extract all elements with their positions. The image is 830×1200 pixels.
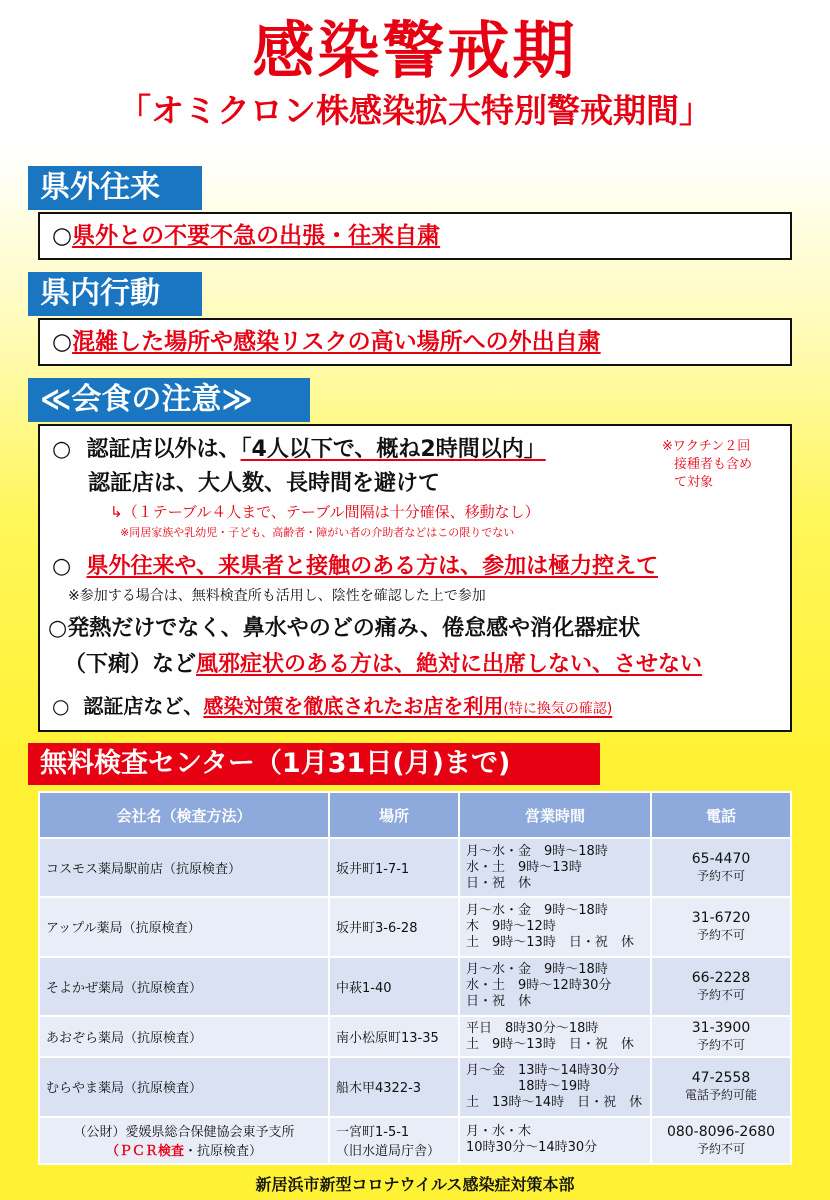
phone-number: 31-6720 xyxy=(691,910,751,927)
dining-box xyxy=(38,424,792,732)
side-note-3: て対象 xyxy=(674,475,714,490)
row-phone xyxy=(651,838,791,897)
dining-heading: ≪会食の注意≫ xyxy=(28,378,310,422)
row-phone xyxy=(651,957,791,1016)
travel-circle: ○ xyxy=(52,223,73,249)
table-row xyxy=(39,1057,791,1116)
item2-note: ※参加する場合は、無料検査所も活用し、陰性を確認した上で参加 xyxy=(68,588,486,604)
row-place: 中萩1-40 xyxy=(329,957,459,1016)
phone-number: 31-3900 xyxy=(691,1020,751,1037)
item1-text-b: 「4人以下で、概ね2時間以内」 xyxy=(240,437,546,462)
header-hours: 営業時間 xyxy=(459,792,651,838)
page-subtitle: 「オミクロン株感染拡大特別警戒期間」 xyxy=(118,91,712,130)
item1-circle: ○ xyxy=(52,437,72,462)
item3-text-a: （下痢）など xyxy=(64,652,197,677)
header-place: 場所 xyxy=(329,792,459,838)
row-hours: 月～水・金 9時～18時 木 9時～12時 土 9時～13時 日・祝 休 xyxy=(459,897,651,956)
row-place: 船木甲4322-3 xyxy=(329,1057,459,1116)
row-hours: 月・水・木 10時30分～14時30分 xyxy=(459,1117,651,1164)
reserve-status: 予約不可 xyxy=(696,1038,745,1053)
item1-text-a: 認証店以外は、 xyxy=(86,437,241,462)
row-hours: 月～水・金 9時～18時 水・土 9時～13時 日・祝 休 xyxy=(459,838,651,897)
dining-item4 xyxy=(52,690,612,725)
table-row xyxy=(39,897,791,956)
reserve-status: 予約不可 xyxy=(696,987,745,1002)
row-place: 一宮町1-5-1 （旧水道局庁舎） xyxy=(329,1117,459,1164)
row-hours: 平日 8時30分～18時 土 9時～13時 日・祝 休 xyxy=(459,1016,651,1057)
free-test-heading: 無料検査センター（1月31日(月)まで) xyxy=(28,743,600,785)
row-name: そよかぜ薬局（抗原検査） xyxy=(39,957,329,1016)
item4-text-c: (特に換気の確認) xyxy=(503,701,613,717)
reserve-status: 予約不可 xyxy=(696,928,745,943)
row-hours: 月～金 13時～14時30分 18時～19時 土 13時～14時 日・祝 休 xyxy=(459,1057,651,1116)
item2-text: 県外往来や、来県者と接触のある方は、参加は極力控えて xyxy=(86,554,659,579)
item4-text-b: 感染対策を徹底されたお店を利用 xyxy=(203,694,504,718)
dining-item3-line2 xyxy=(64,648,702,682)
dining-item1 xyxy=(52,434,546,466)
item4-circle: ○ xyxy=(52,694,70,718)
phone-number: 65-4470 xyxy=(691,851,751,868)
phone-number: 080-8096-2680 xyxy=(666,1123,776,1140)
phone-number: 47-2558 xyxy=(691,1070,751,1087)
row-place: 坂井町3-6-28 xyxy=(329,897,459,956)
reserve-status: 電話予約可能 xyxy=(684,1088,757,1103)
row-name-line2: （ＰＣＲ検査・抗原検査） xyxy=(105,1144,263,1160)
row-name-line1: （公財）愛媛県総合保健協会東予支所 xyxy=(73,1125,295,1141)
row-name: コスモス薬局駅前店（抗原検査） xyxy=(39,838,329,897)
item1-note: ※同居家族や乳幼児・子ども、高齢者・障がい者の介助者などはこの限りでない xyxy=(120,526,515,539)
item4-text-a: 認証店など、 xyxy=(83,694,204,718)
travel-text: 県外との不要不急の出張・往来自粛 xyxy=(72,223,441,249)
item3-text-b: 風邪症状のある方は、絶対に出席しない、させない xyxy=(196,652,703,677)
side-note-2: 接種者も含め xyxy=(674,457,753,472)
table-row xyxy=(39,1016,791,1057)
item1-text-c: 認証店は、大人数、長時間を避けて xyxy=(88,471,441,496)
row-name: むらやま薬局（抗原検査） xyxy=(39,1057,329,1116)
phone-number: 66-2228 xyxy=(691,969,751,986)
travel-heading: 県外往来 xyxy=(28,166,202,210)
footer-organization: 新居浜市新型コロナウイルス感染症対策本部 xyxy=(255,1175,575,1194)
row-name: あおぞら薬局（抗原検査） xyxy=(39,1016,329,1057)
item1-sub: ↳（１テーブル４人まで、テーブル間隔は十分確保、移動なし） xyxy=(110,503,540,521)
reserve-status: 予約不可 xyxy=(696,869,745,884)
row-place: 南小松原町13-35 xyxy=(329,1016,459,1057)
header-phone: 電話 xyxy=(651,792,791,838)
table-row xyxy=(39,838,791,897)
row-phone xyxy=(651,1117,791,1164)
table-header-row xyxy=(39,792,791,838)
page-title: 感染警戒期 xyxy=(252,14,578,87)
row-phone xyxy=(651,897,791,956)
behavior-circle: ○ xyxy=(52,329,73,355)
row-hours: 月～水・金 9時～18時 水・土 9時～12時30分 日・祝 休 xyxy=(459,957,651,1016)
behavior-heading: 県内行動 xyxy=(28,272,202,316)
item2-circle: ○ xyxy=(52,554,72,579)
dining-item2 xyxy=(52,550,658,584)
free-test-table xyxy=(38,791,792,1165)
item3-line1: ○発熱だけでなく、鼻水やのどの痛み、倦怠感や消化器症状 xyxy=(48,616,641,641)
row-name xyxy=(39,1117,329,1164)
row-place: 坂井町1-7-1 xyxy=(329,838,459,897)
travel-box xyxy=(38,212,792,260)
header-name: 会社名（検査方法） xyxy=(39,792,329,838)
behavior-text: 混雑した場所や感染リスクの高い場所への外出自粛 xyxy=(72,329,601,355)
behavior-box xyxy=(38,318,792,366)
table-row xyxy=(39,957,791,1016)
row-phone xyxy=(651,1016,791,1057)
row-phone xyxy=(651,1057,791,1116)
row-name: アップル薬局（抗原検査） xyxy=(39,897,329,956)
reserve-status: 予約不可 xyxy=(696,1141,745,1156)
pcr-label: （ＰＣＲ検査 xyxy=(105,1144,184,1160)
table-row xyxy=(39,1117,791,1164)
side-note-1: ※ワクチン２回 xyxy=(662,439,751,454)
